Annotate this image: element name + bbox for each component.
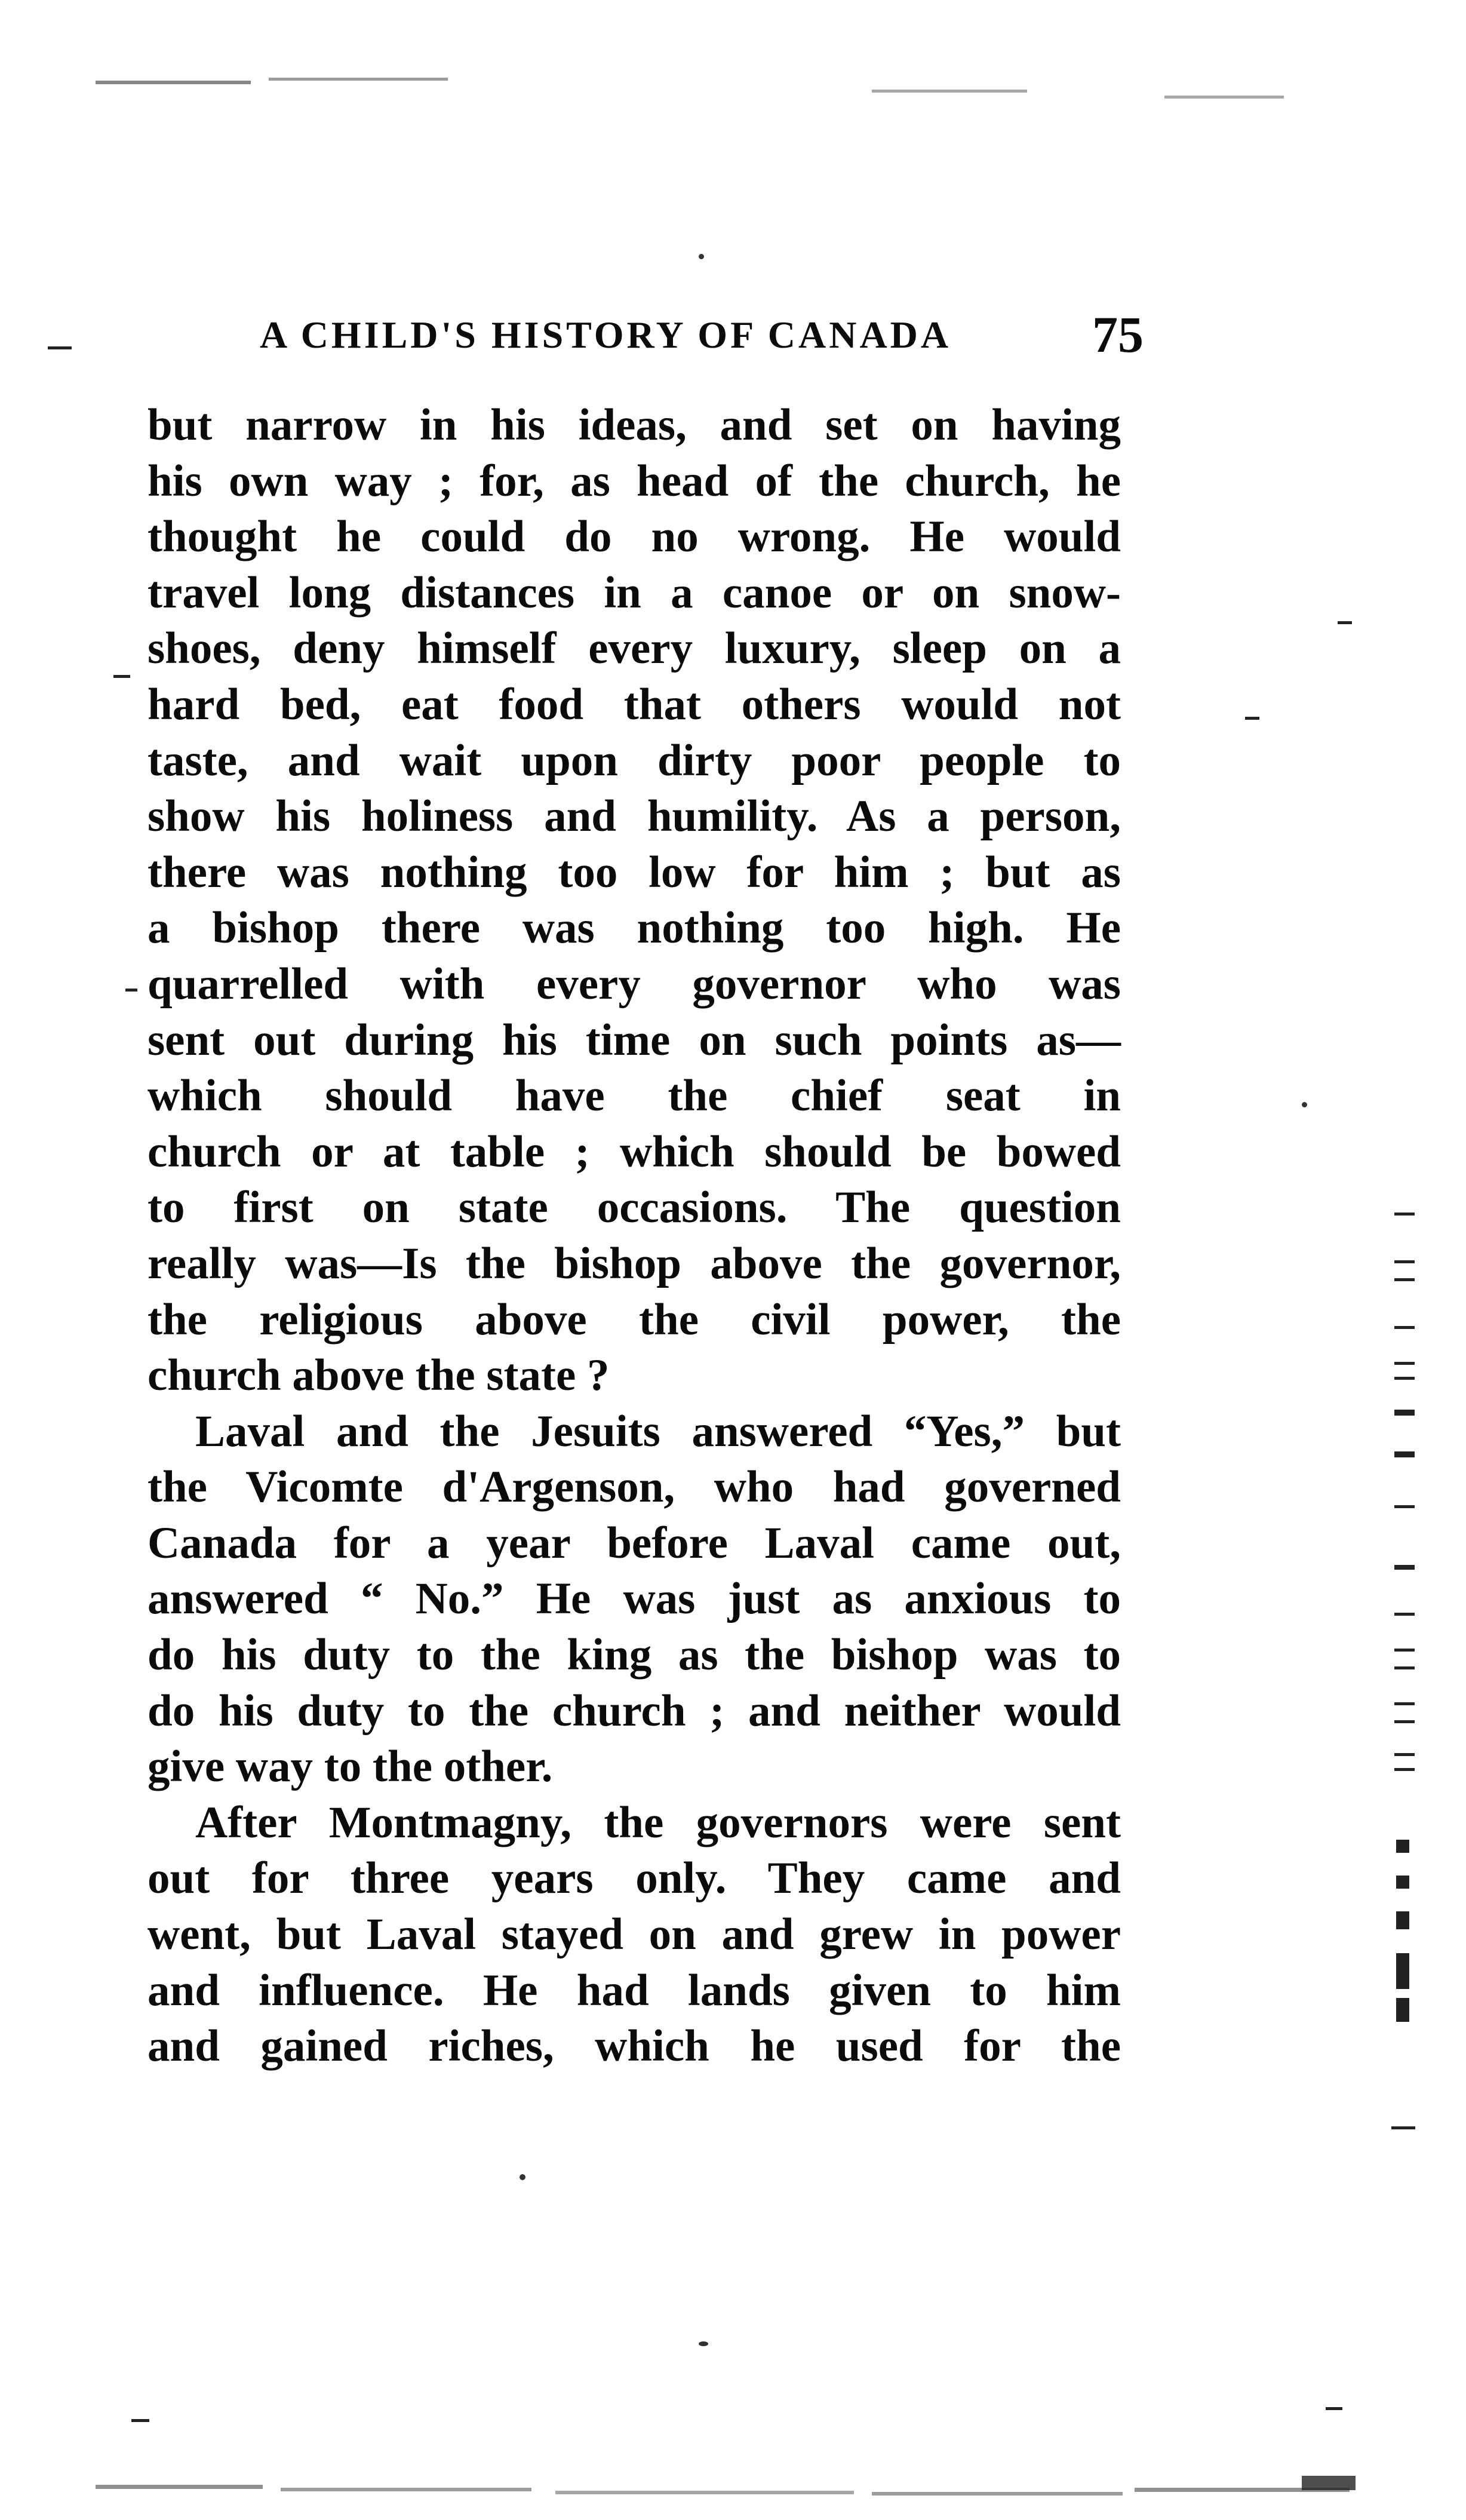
text-line: which should have the chief seat in bbox=[147, 1071, 1121, 1121]
edge-mark bbox=[1396, 1876, 1409, 1889]
paragraph bbox=[147, 397, 1121, 1404]
scan-noise-bottom bbox=[555, 2491, 854, 2494]
text-line: hard bed, eat food that others would not bbox=[147, 679, 1121, 729]
text-line: Laval and the Jesuits answered “Yes,” but bbox=[195, 1406, 1121, 1456]
scan-dash bbox=[131, 2419, 149, 2422]
text-line: the Vicomte d'Argenson, who had governed bbox=[147, 1462, 1121, 1512]
edge-mark bbox=[1394, 1213, 1415, 1216]
text-line: and influence. He had lands given to him bbox=[147, 1965, 1121, 2015]
edge-mark bbox=[1396, 1953, 1409, 1989]
text-line: to first on state occasions. The question bbox=[147, 1183, 1121, 1233]
text-line: church above the state ? bbox=[147, 1350, 610, 1401]
page-number: 75 bbox=[1092, 306, 1144, 363]
edge-mark bbox=[1394, 1613, 1415, 1616]
edge-mark bbox=[1394, 1260, 1415, 1263]
text-line: do his duty to the church ; and neither would bbox=[147, 1686, 1121, 1736]
text-line: out for three years only. They came and bbox=[147, 1853, 1121, 1904]
edge-mark bbox=[1394, 1505, 1415, 1508]
scan-dash bbox=[48, 346, 72, 349]
scan-speck bbox=[1302, 1102, 1307, 1107]
body-text bbox=[147, 397, 1121, 2074]
text-line: church or at table ; which should be bowed bbox=[147, 1127, 1121, 1177]
paragraph bbox=[147, 1795, 1121, 2074]
text-line: After Montmagny, the governors were sent bbox=[195, 1797, 1121, 1847]
text-line: show his holiness and humility. As a person, bbox=[147, 791, 1121, 842]
text-line: the religious above the civil power, the bbox=[147, 1294, 1121, 1345]
edge-mark bbox=[1396, 1911, 1409, 1929]
scan-dash bbox=[1338, 621, 1352, 624]
text-line: a bishop there was nothing too high. He bbox=[147, 903, 1121, 953]
running-title: A CHILD'S HISTORY OF CANADA bbox=[260, 314, 952, 356]
text-line: answered “ No.” He was just as anxious to bbox=[147, 1574, 1121, 1624]
text-line: there was nothing too low for him ; but as bbox=[147, 847, 1121, 897]
scan-dash bbox=[125, 989, 137, 992]
edge-mark bbox=[1394, 1326, 1415, 1329]
edge-mark bbox=[1396, 1998, 1409, 2022]
edge-mark bbox=[1394, 1666, 1415, 1669]
text-line: but narrow in his ideas, and set on having bbox=[147, 400, 1121, 450]
scan-noise-top bbox=[269, 78, 448, 81]
scan-noise-bottom bbox=[872, 2492, 1123, 2496]
text-line: quarrelled with every governor who was bbox=[147, 959, 1121, 1009]
edge-mark bbox=[1394, 1278, 1415, 1281]
edge-mark bbox=[1394, 1362, 1415, 1365]
edge-mark bbox=[1394, 1649, 1415, 1652]
scan-speck bbox=[699, 2341, 708, 2346]
edge-mark bbox=[1394, 1451, 1415, 1457]
text-line: travel long distances in a canoe or on snow- bbox=[147, 567, 1121, 618]
paragraph bbox=[147, 1404, 1121, 1795]
text-line: give way to the other. bbox=[147, 1742, 553, 1792]
scan-dash bbox=[1326, 2407, 1342, 2410]
edge-mark bbox=[1394, 1565, 1415, 1570]
scan-noise-top bbox=[96, 81, 251, 84]
scan-dash bbox=[113, 675, 130, 678]
scan-speck bbox=[520, 2174, 525, 2180]
text-line: and gained riches, which he used for the bbox=[147, 2021, 1121, 2071]
scan-noise-bottom bbox=[96, 2485, 263, 2489]
text-line: thought he could do no wrong. He would bbox=[147, 512, 1121, 562]
edge-mark bbox=[1394, 1720, 1415, 1723]
edge-mark bbox=[1394, 1753, 1415, 1756]
scan-noise-bottom bbox=[1302, 2476, 1356, 2490]
edge-mark bbox=[1396, 1840, 1409, 1853]
scan-dash bbox=[1245, 717, 1259, 720]
edge-mark bbox=[1394, 1377, 1415, 1380]
page-header bbox=[260, 305, 1144, 370]
scan-noise-top bbox=[1164, 96, 1284, 99]
scan-speck bbox=[699, 254, 704, 259]
edge-mark bbox=[1394, 1702, 1415, 1705]
edge-mark bbox=[1394, 1768, 1415, 1771]
text-line: shoes, deny himself every luxury, sleep on a bbox=[147, 624, 1121, 674]
text-line: Canada for a year before Laval came out, bbox=[147, 1518, 1121, 1568]
scan-noise-bottom bbox=[281, 2488, 531, 2491]
text-line: really was—Is the bishop above the governor, bbox=[147, 1238, 1121, 1288]
edge-mark bbox=[1394, 1410, 1415, 1416]
text-line: taste, and wait upon dirty poor people to bbox=[147, 735, 1121, 785]
text-line: his own way ; for, as head of the church, he bbox=[147, 456, 1121, 506]
text-line: do his duty to the king as the bishop was to bbox=[147, 1630, 1121, 1680]
scan-noise-top bbox=[872, 90, 1027, 93]
text-line: went, but Laval stayed on and grew in power bbox=[147, 1910, 1121, 1960]
edge-mark bbox=[1391, 2126, 1415, 2129]
text-line: sent out during his time on such points as— bbox=[147, 1015, 1121, 1065]
